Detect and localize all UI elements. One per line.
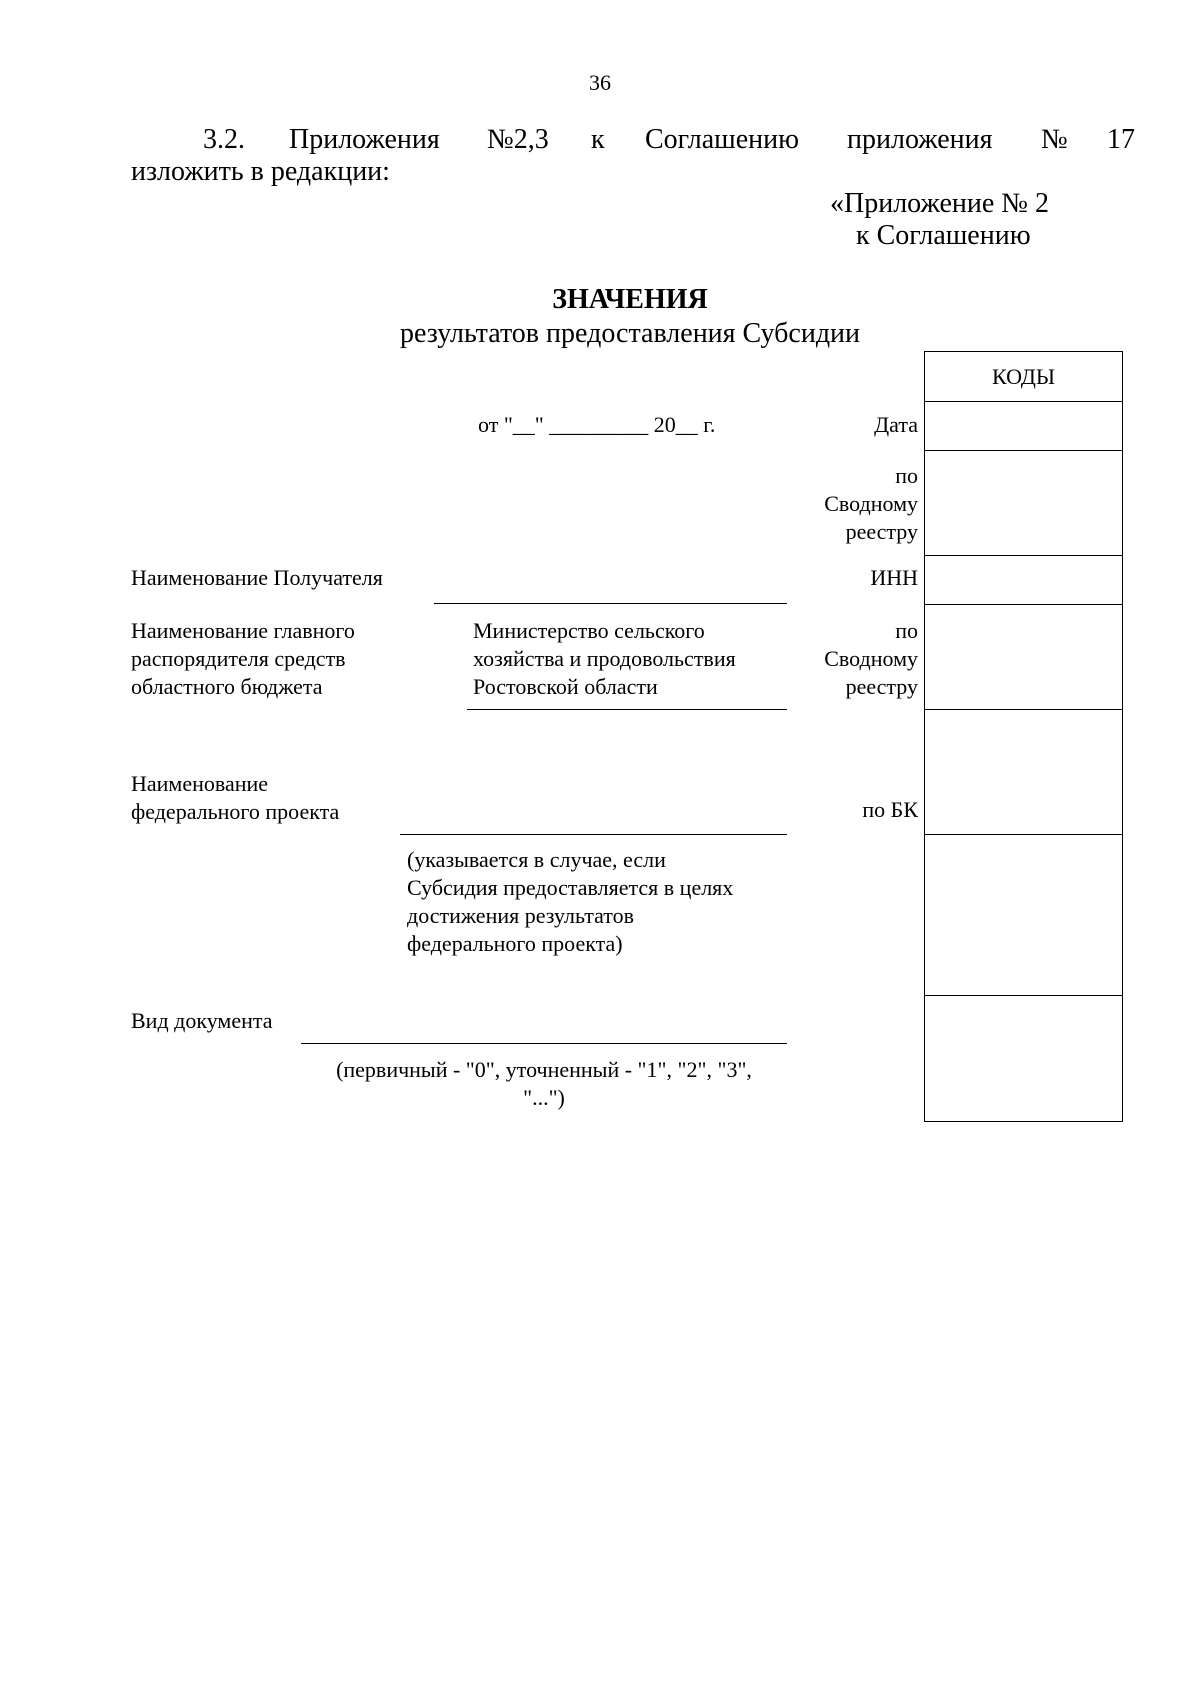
page-number: 36 [589, 70, 611, 95]
document-subtitle: результатов предоставления Субсидии [399, 318, 861, 349]
label-line: областного бюджета [131, 674, 323, 699]
project-note [407, 846, 733, 958]
paragraph-word: №2,3 [487, 124, 549, 155]
label-date: Дата [874, 412, 918, 437]
paragraph-word: Соглашению [645, 124, 800, 155]
label-line: Сводному [824, 491, 918, 516]
doc-type-note [301, 1056, 787, 1112]
distributor-label [131, 617, 355, 701]
value-line: Министерство сельского [473, 618, 705, 643]
label-line: распорядителя средств [131, 646, 346, 671]
project-label [131, 770, 339, 826]
paragraph-word: к [591, 124, 605, 155]
distributor-value [473, 617, 736, 701]
codes-cell-date [925, 401, 1122, 402]
note-line: "...") [523, 1085, 565, 1110]
note-line: Субсидия предоставляется в целях [407, 875, 734, 900]
codes-cell-inn [925, 555, 1122, 556]
appendix-subheading: к Соглашению [856, 220, 1031, 251]
value-line: хозяйства и продовольствия [473, 646, 736, 671]
project-underline [400, 834, 787, 835]
codes-cell-blank [925, 834, 1122, 835]
label-line: Наименование главного [131, 618, 355, 643]
codes-cell-registry-1 [925, 450, 1122, 451]
label-line: по [895, 618, 918, 643]
label-line: реестру [845, 519, 918, 544]
label-registry-2 [780, 617, 918, 701]
doc-type-underline [301, 1043, 787, 1044]
label-line: по [895, 463, 918, 488]
note-line: федерального проекта) [407, 931, 623, 956]
doc-type-label: Вид документа [131, 1008, 273, 1033]
label-inn: ИНН [870, 565, 918, 590]
note-line: (указывается в случае, если [407, 847, 666, 872]
codes-cell-registry-2 [925, 604, 1122, 605]
label-bk: по БК [862, 797, 918, 822]
recipient-label: Наименование Получателя [131, 565, 383, 590]
note-line: (первичный - "0", уточненный - "1", "2", "3", [336, 1057, 752, 1082]
label-line: Наименование [131, 771, 269, 796]
paragraph-word: 17 [1107, 124, 1135, 155]
codes-cell-bk [925, 709, 1122, 710]
paragraph-word: 3.2. [203, 124, 245, 155]
label-line: реестру [845, 674, 918, 699]
distributor-underline [467, 709, 787, 710]
codes-cell-doc-type [925, 995, 1122, 996]
label-line: Сводному [824, 646, 918, 671]
paragraph-word: приложения [847, 124, 993, 155]
value-line: Ростовской области [473, 674, 658, 699]
label-line: федерального проекта [131, 799, 340, 824]
paragraph-line-2: изложить в редакции: [131, 156, 390, 187]
paragraph-word: Приложения [289, 124, 440, 155]
label-registry-1 [780, 462, 918, 546]
codes-table [924, 351, 1123, 1122]
recipient-underline [434, 603, 787, 604]
paragraph-word: № [1041, 124, 1068, 155]
document-title: ЗНАЧЕНИЯ [552, 284, 708, 315]
date-line: от "__" _________ 20__ г. [478, 412, 716, 437]
note-line: достижения результатов [407, 903, 634, 928]
appendix-heading: «Приложение № 2 [830, 188, 1049, 219]
codes-header: КОДЫ [991, 364, 1056, 389]
